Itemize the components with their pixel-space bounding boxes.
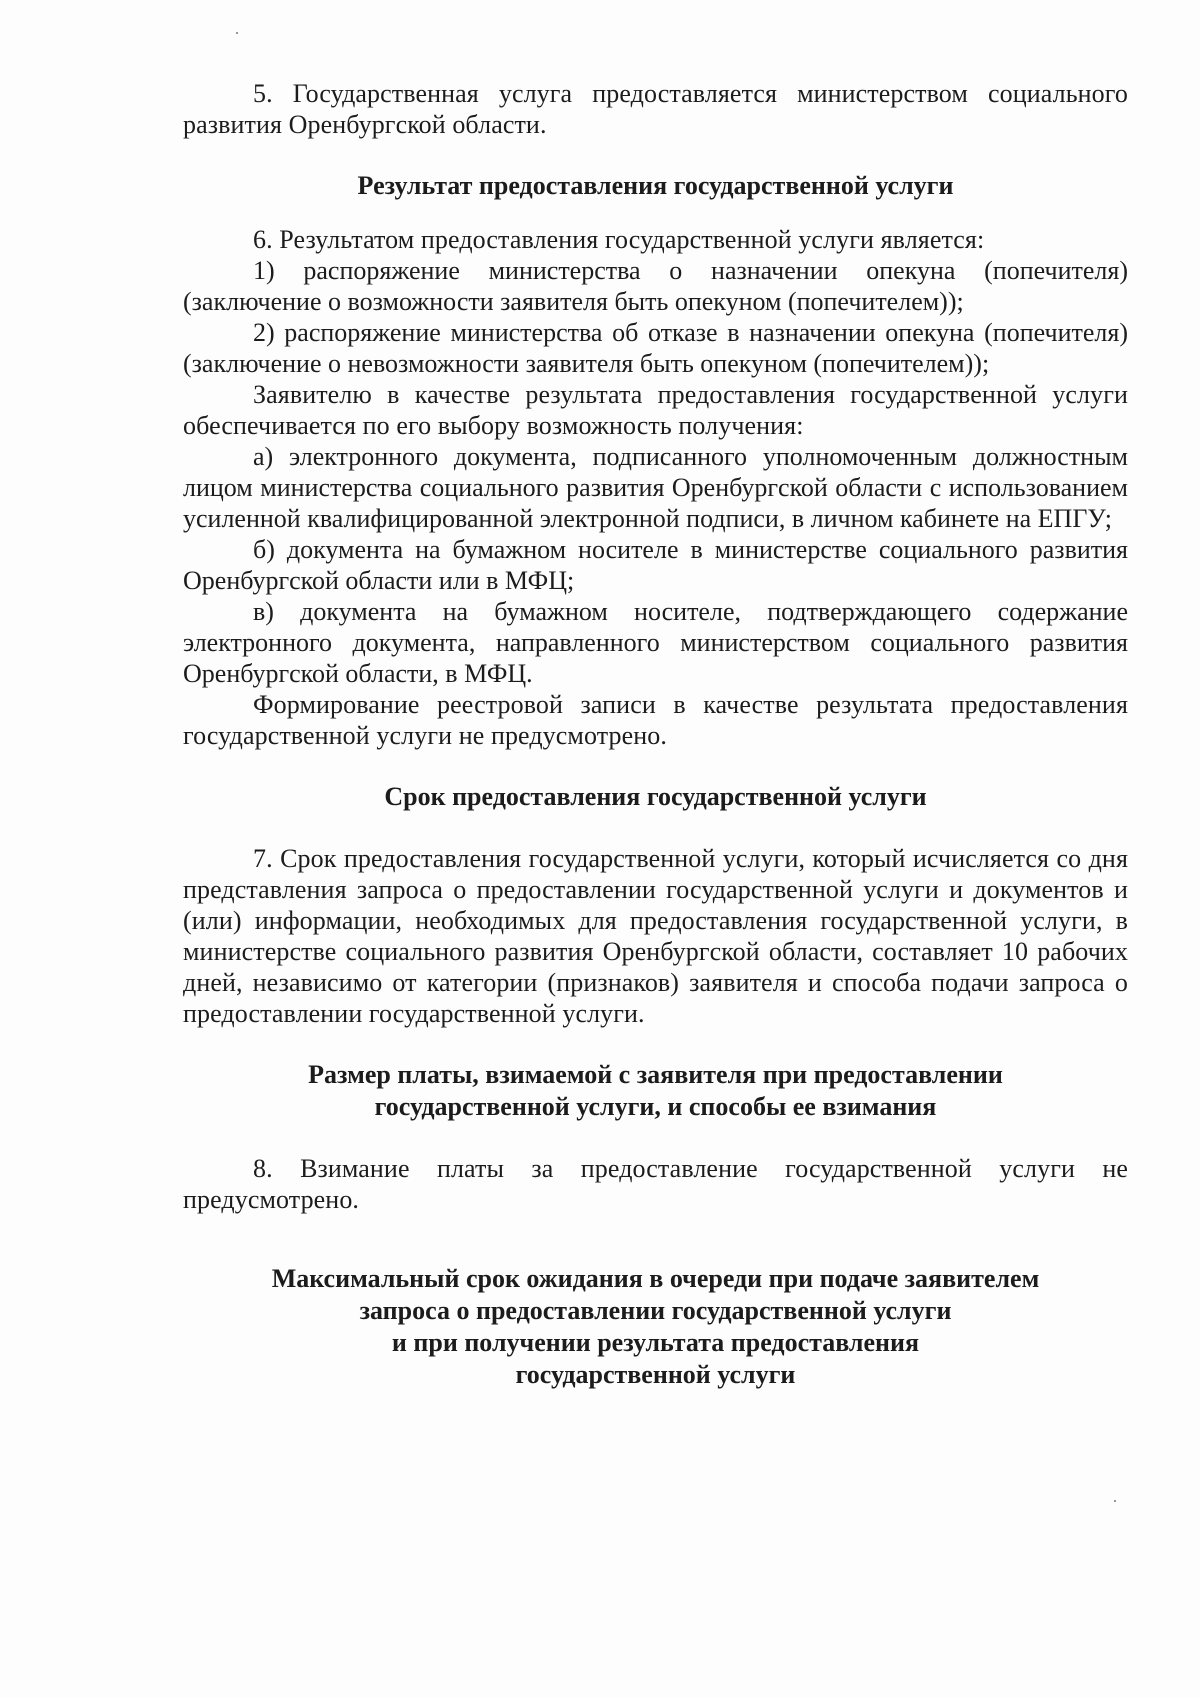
option-v: в) документа на бумажном носителе, подтверждающего содержание электронного документа, направленного министерством социального развития Оренбургской области, в МФЦ.	[183, 597, 1128, 688]
heading-queue-line-4: государственной услуги	[515, 1360, 796, 1389]
heading-queue-line-3: и при получении результата предоставления	[391, 1328, 920, 1357]
item-6-intro: 6. Результатом предоставления государственной услуги является:	[253, 225, 985, 254]
option-b: б) документа на бумажном носителе в министерстве социального развития Оренбургской области или в МФЦ;	[183, 535, 1128, 595]
heading-fee-line-2: государственной услуги, и способы ее взимания	[374, 1092, 937, 1121]
item-7: 7. Срок предоставления государственной услуги, который исчисляется со дня представления запроса о предоставлении государственной услуги и документов и (или) информации, необходимых для предоставления государственной услуги, в министерстве социального развития Оренбургской области, составляет 10 рабочих дней, независимо от категории (признаков) заявителя и способа подачи запроса о предоставлении государственной услуги.	[183, 844, 1128, 1028]
registry-note: Формирование реестровой записи в качестве результата предоставления государственной услуги не предусмотрено.	[183, 690, 1128, 750]
scan-speck	[1114, 1500, 1116, 1502]
heading-result: Результат предоставления государственной услуги	[357, 171, 954, 200]
heading-queue-line-1: Максимальный срок ожидания в очереди при подаче заявителем	[271, 1264, 1040, 1293]
document-body	[183, 78, 1128, 1391]
item-8: 8. Взимание платы за предоставление государственной услуги не предусмотрено.	[183, 1154, 1128, 1214]
heading-fee	[183, 1059, 1128, 1123]
item-6-1: 1) распоряжение министерства о назначении опекуна (попечителя) (заключение о возможности заявителя быть опекуном (попечителем));	[183, 256, 1128, 316]
heading-queue	[183, 1263, 1128, 1391]
option-a: а) электронного документа, подписанного уполномоченным должностным лицом министерства социального развития Оренбургской области с использованием усиленной квалифицированной электронной подписи, в личном кабинете на ЕПГУ;	[183, 442, 1128, 533]
scan-speck	[236, 32, 238, 34]
heading-queue-line-2: запроса о предоставлении государственной услуги	[359, 1296, 952, 1325]
item-6-2: 2) распоряжение министерства об отказе в назначении опекуна (попечителя) (заключение о невозможности заявителя быть опекуном (попечителем));	[183, 318, 1128, 378]
heading-term: Срок предоставления государственной услуги	[384, 782, 927, 811]
applicant-intro: Заявителю в качестве результата предоставления государственной услуги обеспечивается по его выбору возможность получения:	[183, 380, 1128, 440]
item-5: 5. Государственная услуга предоставляется министерством социального развития Оренбургской области.	[183, 79, 1128, 139]
heading-fee-line-1: Размер платы, взимаемой с заявителя при предоставлении	[308, 1060, 1003, 1089]
